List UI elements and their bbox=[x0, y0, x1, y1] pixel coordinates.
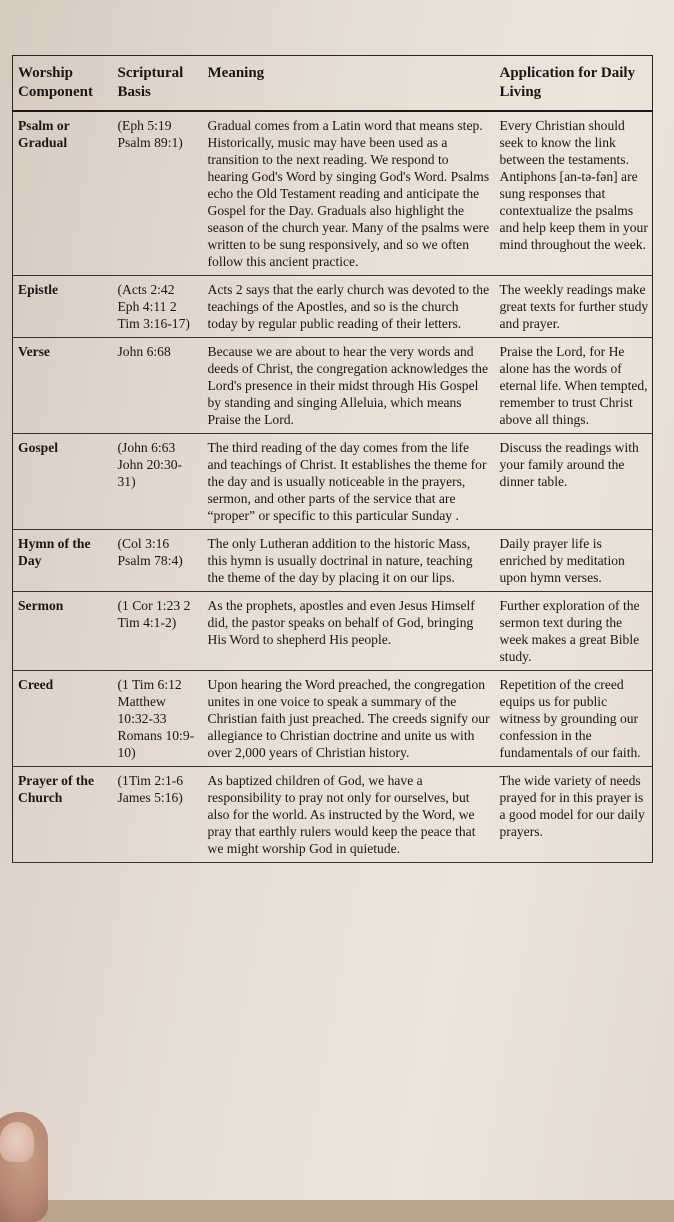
application-cell: Daily prayer life is enriched by meditation upon hymn verses. bbox=[495, 530, 653, 592]
header-scriptural-basis: Scriptural Basis bbox=[113, 56, 203, 112]
worship-components-table bbox=[12, 55, 653, 863]
meaning-cell: Because we are about to hear the very words and deeds of Christ, the congregation acknowledges the Lord's presence in their midst through His Gospel by standing and singing Alleluia, which means Praise the Lord. bbox=[203, 338, 495, 434]
table-row bbox=[13, 767, 653, 863]
component-cell: Gospel bbox=[13, 434, 113, 530]
table-body bbox=[13, 111, 653, 863]
basis-cell: John 6:68 bbox=[113, 338, 203, 434]
meaning-cell: As baptized children of God, we have a responsibility to pray not only for ourselves, but also for the world. As instructed by the Word, we pray that earthly rulers would keep the peace that we might worship God in quietude. bbox=[203, 767, 495, 863]
basis-cell: (Col 3:16 Psalm 78:4) bbox=[113, 530, 203, 592]
component-cell: Prayer of the Church bbox=[13, 767, 113, 863]
basis-cell: (1Tim 2:1-6 James 5:16) bbox=[113, 767, 203, 863]
header-application: Application for Daily Living bbox=[495, 56, 653, 112]
meaning-cell: Upon hearing the Word preached, the congregation unites in one voice to speak a summary of the Christian faith just preached. The creeds signify our allegiance to Christian doctrine and unite us with over 2,000 years of Christian history. bbox=[203, 671, 495, 767]
application-cell: Every Christian should seek to know the link between the testaments. Antiphons [an-tə-fən] are sung responses that contextualize the psalms and help keep them in your mind throughout the week. bbox=[495, 111, 653, 276]
table-row bbox=[13, 671, 653, 767]
meaning-cell: Gradual comes from a Latin word that means step. Historically, music may have been used as a transition to the next reading. We respond to hearing God's Word by singing God's Word. Psalms echo the Old Testament reading and anticipate the Gospel for the Day. Graduals also highlight the season of the church year. Many of the psalms were written to be sung responsively, and so we often follow this ancient practice. bbox=[203, 111, 495, 276]
component-cell: Creed bbox=[13, 671, 113, 767]
header-meaning: Meaning bbox=[203, 56, 495, 112]
basis-cell: (1 Cor 1:23 2 Tim 4:1-2) bbox=[113, 592, 203, 671]
component-cell: Psalm or Gradual bbox=[13, 111, 113, 276]
meaning-cell: The third reading of the day comes from the life and teachings of Christ. It establishes the theme for the day and is usually noticeable in the prayers, sermon, and other parts of the service that are “proper” or specific to this particular Sunday . bbox=[203, 434, 495, 530]
table-row bbox=[13, 434, 653, 530]
component-cell: Sermon bbox=[13, 592, 113, 671]
basis-cell: (Acts 2:42 Eph 4:11 2 Tim 3:16-17) bbox=[113, 276, 203, 338]
meaning-cell: As the prophets, apostles and even Jesus Himself did, the pastor speaks on behalf of God, bringing His Word to shepherd His people. bbox=[203, 592, 495, 671]
meaning-cell: The only Lutheran addition to the historic Mass, this hymn is usually doctrinal in nature, teaching the theme of the day by placing it on our lips. bbox=[203, 530, 495, 592]
basis-cell: (John 6:63 John 20:30-31) bbox=[113, 434, 203, 530]
table-row bbox=[13, 592, 653, 671]
application-cell: Praise the Lord, for He alone has the words of eternal life. When tempted, remember to trust Christ above all things. bbox=[495, 338, 653, 434]
component-cell: Verse bbox=[13, 338, 113, 434]
component-cell: Hymn of the Day bbox=[13, 530, 113, 592]
application-cell: The wide variety of needs prayed for in this prayer is a good model for our daily prayers. bbox=[495, 767, 653, 863]
basis-cell: (Eph 5:19 Psalm 89:1) bbox=[113, 111, 203, 276]
meaning-cell: Acts 2 says that the early church was devoted to the teachings of the Apostles, and so is the church today by regular public reading of their letters. bbox=[203, 276, 495, 338]
table-row bbox=[13, 530, 653, 592]
table-row bbox=[13, 276, 653, 338]
thumbnail bbox=[0, 1122, 34, 1162]
application-cell: Further exploration of the sermon text during the week makes a great Bible study. bbox=[495, 592, 653, 671]
header-worship-component: Worship Component bbox=[13, 56, 113, 112]
basis-cell: (1 Tim 6:12 Matthew 10:32-33 Romans 10:9-10) bbox=[113, 671, 203, 767]
table-row bbox=[13, 338, 653, 434]
component-cell: Epistle bbox=[13, 276, 113, 338]
worship-guide-page bbox=[12, 55, 658, 863]
application-cell: Repetition of the creed equips us for public witness by grounding our confession in the fundamentals of our faith. bbox=[495, 671, 653, 767]
application-cell: Discuss the readings with your family around the dinner table. bbox=[495, 434, 653, 530]
header-row bbox=[13, 56, 653, 112]
application-cell: The weekly readings make great texts for further study and prayer. bbox=[495, 276, 653, 338]
table-row bbox=[13, 111, 653, 276]
